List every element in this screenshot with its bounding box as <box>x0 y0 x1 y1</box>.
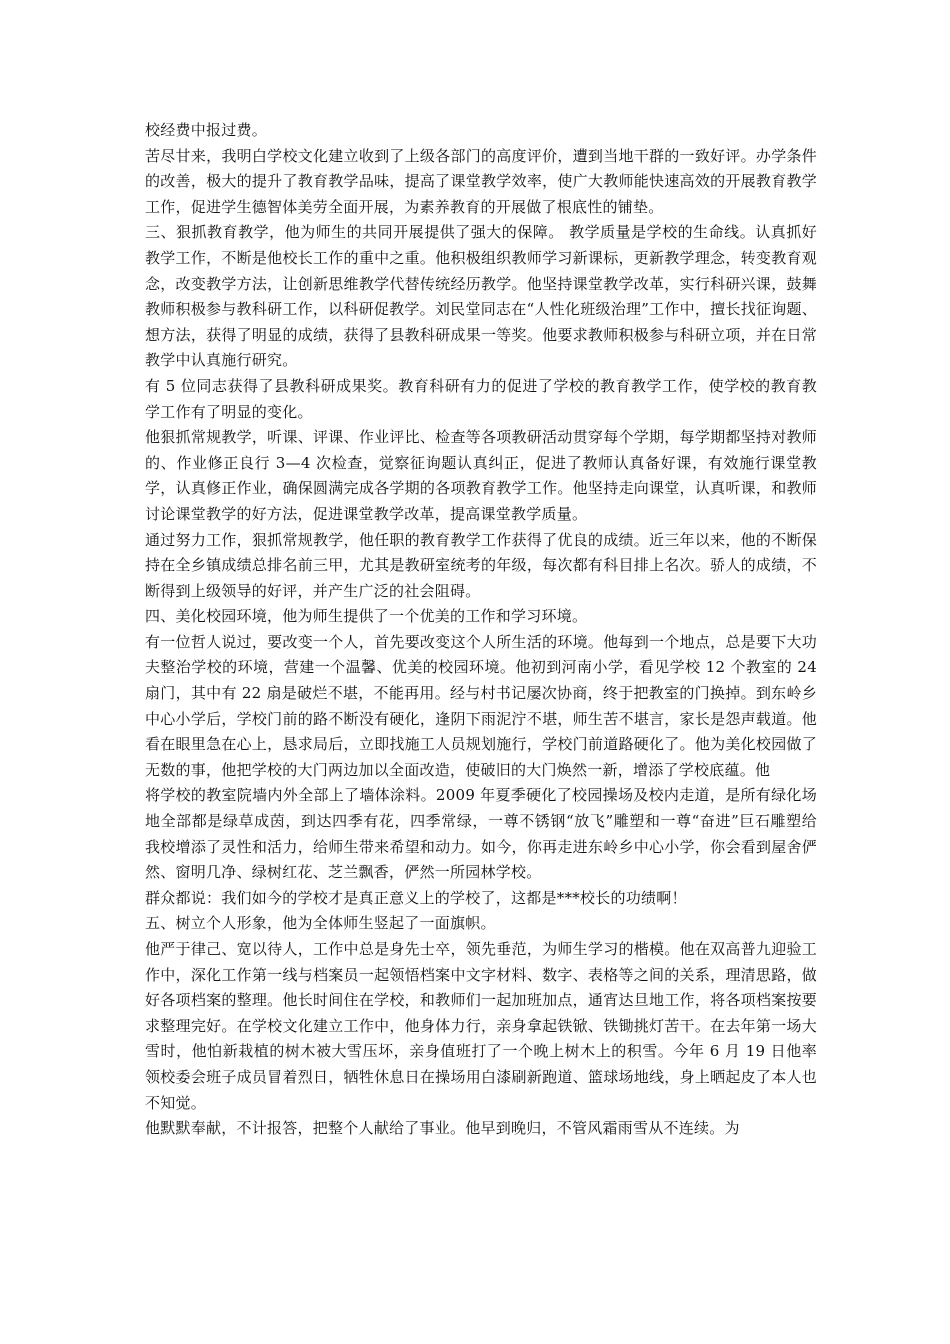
paragraph: 他默默奉献，不计报答，把整个人献给了事业。他早到晚归，不管风霜雨雪从不连续。为 <box>145 1119 740 1138</box>
paragraph: 校经费中报过费。 <box>145 121 268 139</box>
paragraph: 四、美化校园环境，他为师生提供了一个优美的工作和学习环境。 <box>145 607 588 626</box>
paragraph: 有 5 位同志获得了县教科研成果奖。教育科研有力的促进了学校的教育教学工作，使学校的教育教学工作有了明显的变化。 <box>145 376 817 421</box>
document-body <box>145 118 817 1142</box>
paragraph: 三、狠抓教育教学，他为师生的共同开展提供了强大的保障。 教学质量是学校的生命线。认真抓好教学工作，不断是他校长工作的重中之重。他积极组织教师学习新课标，更新教学理念，转变教育观念，改变教学方法，让创新思维教学代替传统经历教学。他坚持课堂教学改革，实行科研兴课，鼓舞教师积极参与教科研工作，以科研促教学。刘民堂同志在“人性化班级治理”工作中，擅长找征询题、想方法，获得了明显的成绩，获得了县教科研成果一等奖。他要求教师积极参与科研立项，并在日常教学中认真施行研究。 <box>145 223 817 370</box>
paragraph: 将学校的教室院墙内外全部上了墙体涂料。2009 年夏季硬化了校园操场及校内走道，是所有绿化场地全部都是绿草成茵，到达四季有花，四季常绿，一尊不锈钢“放飞”雕塑和一尊“奋进”巨石雕塑给我校增添了灵性和活力，给师生带来希望和动力。如今，你再走进东岭乡中心小学，你会看到屋舍俨然、窗明几净、绿树红花、芝兰飘香，俨然一所园林学校。 <box>145 786 817 882</box>
paragraph: 通过努力工作，狠抓常规教学，他任职的教育教学工作获得了优良的成绩。近三年以来，他的不断保持在全乡镇成绩总排名前三甲，尤其是教研室统考的年级，每次都有科目排上名次。骄人的成绩，不断得到上级领导的好评，并产生广泛的社会阻碍。 <box>145 530 817 600</box>
paragraph: 他狠抓常规教学，听课、评课、作业评比、检查等各项教研活动贯穿每个学期，每学期都坚持对教师的、作业修正良行 3—4 次检查，觉察征询题认真纠正，促进了教师认真备好课，有效施行课堂教学，认真修正作业，确保圆满完成各学期的各项教育教学工作。他坚持走向课堂，认真听课，和教师讨论课堂教学的好方法，促进课堂教学改革，提高课堂教学质量。 <box>145 428 817 523</box>
paragraph: 五、树立个人形象，他为全体师生竖起了一面旗帜。 <box>145 914 496 933</box>
paragraph: 苦尽甘来，我明白学校文化建立收到了上级各部门的高度评价，遭到当地干群的一致好评。办学条件的改善，极大的提升了教育教学品味，提高了课堂教学效率，使广大教师能快速高效的开展教育教学工作，促进学生德智体美劳全面开展，为素养教育的开展做了根底性的铺垫。 <box>145 146 817 216</box>
paragraph: 群众都说：我们如今的学校才是真正意义上的学校了，这都是***校长的功绩啊！ <box>145 888 687 907</box>
paragraph: 他严于律己、宽以待人，工作中总是身先士卒，领先垂范，为师生学习的楷模。他在双高普九迎验工作中，深化工作第一线与档案员一起领悟档案中文字材料、数字、表格等之间的关系，理清思路，做好各项档案的整理。他长时间住在学校，和教师们一起加班加点，通宵达旦地工作，将各项档案按要求整理完好。在学校文化建立工作中，他身体力行，亲身拿起铁锨、铁锄挑灯苦干。在去年第一场大雪时，他怕新栽植的树木被大雪压坏，亲身值班打了一个晚上树木上的积雪。今年 6 月 19 日他率领校委会班子成员冒着烈日，牺牲休息日在操场用白漆刷新跑道、篮球场地线，身上晒起皮了本人也不知觉。 <box>145 940 817 1112</box>
paragraph: 有一位哲人说过，要改变一个人，首先要改变这个人所生活的环境。他每到一个地点，总是要下大功夫整治学校的环境，营建一个温馨、优美的校园环境。他初到河南小学，看见学校 12 个教室的 24 扇门，其中有 22 扇是破烂不堪，不能再用。经与村书记屡次协商，终于把教室的门换掉。到东岭乡中心小学后，学校门前的路不断没有硬化，逢阴下雨泥泞不堪，师生苦不堪言，家长是怨声载道。他看在眼里急在心上，恳求局后，立即找施工人员规划施行，学校门前道路硬化了。他为美化校园做了无数的事，他把学校的大门两边加以全面改造，使破旧的大门焕然一新，增添了学校底蕴。他 <box>145 632 817 779</box>
